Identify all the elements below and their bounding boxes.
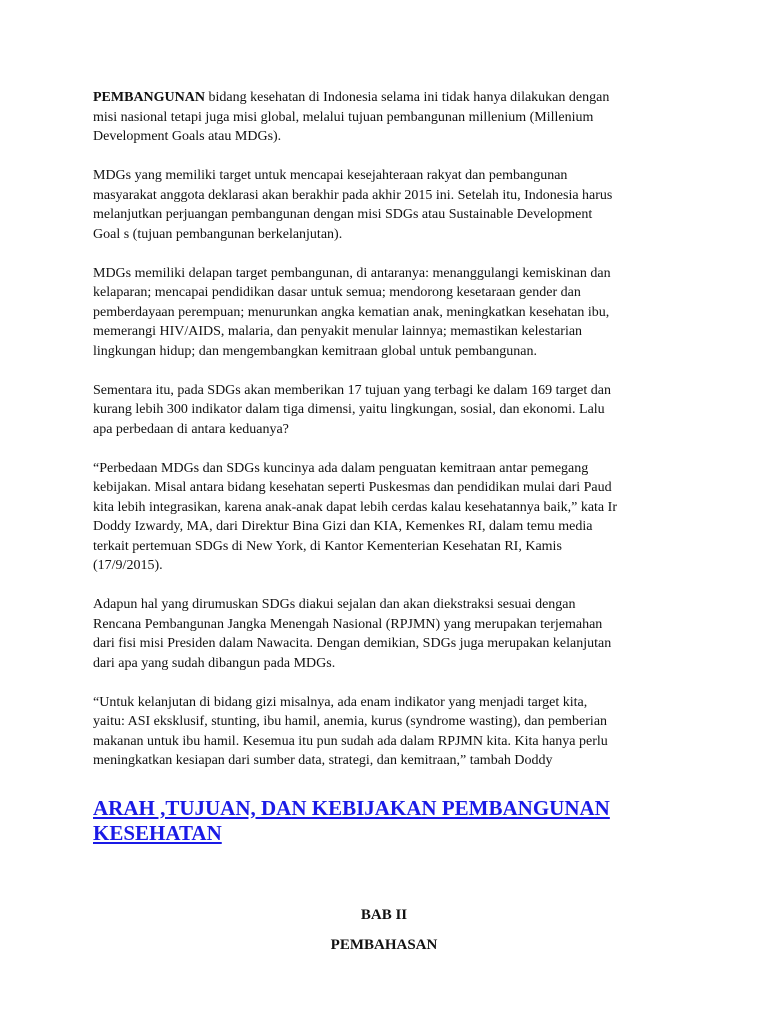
paragraph-quote-gizi: “Untuk kelanjutan di bidang gizi misalnya, ada enam indikator yang menjadi target kita, yaitu: ASI eksklusif, stunting, ibu hamil, anemia, kurus (syndrome wasting), dan pemberian makanan untuk ibu hamil. Kesemua itu pun sudah ada dalam RPJMN kita. Kita hanya perlu meningkatkan kesiapan dari sumber data, strategi, dan kemitraan,” tambah Doddy: [93, 694, 608, 768]
paragraph-intro: [93, 88, 693, 147]
paragraph-rpjmn: Adapun hal yang dirumuskan SDGs diakui sejalan dan akan diekstraksi sesuai dengan Rencana Pembangunan Jangka Menengah Nasional (RPJMN) yang merupakan terjemahan dari fisi misi Presiden dalam Nawacita. Dengan demikian, SDGs juga merupakan kelanjutan dari apa yang sudah dibangun pada MDGs.: [93, 597, 612, 671]
paragraph-sdgs: Sementara itu, pada SDGs akan memberikan 17 tujuan yang terbagi ke dalam 169 target dan kurang lebih 300 indikator dalam tiga dimensi, yaitu lingkungan, sosial, dan ekonomi. Lalu apa perbedaan di antara keduanya?: [93, 382, 611, 437]
paragraph-intro-text: bidang kesehatan di Indonesia selama ini tidak hanya dilakukan dengan misi nasional tetapi juga misi global, melalui tujuan pembangunan millenium (Millenium Development Goals atau MDGs).: [93, 90, 610, 144]
document-page: [93, 88, 693, 955]
paragraph-mdgs-target: MDGs yang memiliki target untuk mencapai kesejahteraan rakyat dan pembangunan masyarakat anggota deklarasi akan berakhir pada akhir 2015 ini. Setelah itu, Indonesia harus melanjutkan perjuangan pembangunan dengan misi SDGs atau Sustainable Development Goal s (tujuan pembangunan berkelanjutan).: [93, 168, 613, 242]
paragraph-mdgs-goals: MDGs memiliki delapan target pembangunan, di antaranya: menanggulangi kemiskinan dan kelaparan; mencapai pendidikan dasar untuk semua; mendorong kesetaraan gender dan pemberdayaan perempuan; menurunkan angka kematian anak, meningkatkan kesehatan ibu, memerangi HIV/AIDS, malaria, dan penyakit menular lainnya; memastikan kelestarian lingkungan hidup; dan mengembangkan kemitraan global untuk pembangunan.: [93, 265, 611, 359]
lead-word: PEMBANGUNAN: [93, 90, 205, 105]
chapter-title: PEMBAHASAN: [330, 936, 438, 953]
paragraph-quote-doddy: “Perbedaan MDGs dan SDGs kuncinya ada dalam penguatan kemitraan antar pemegang kebijakan. Misal antara bidang kesehatan seperti Puskesmas dan pendidikan mulai dari Paud kita lebih integrasikan, karena anak-anak dapat lebih cerdas kalau kesehatannya baik,” kata Ir Doddy Izwardy, MA, dari Direktur Bina Gizi dan KIA, Kemenkes RI, dalam temu media terkait pertemuan SDGs di New York, di Kantor Kementerian Kesehatan RI, Kamis (17/9/2015).: [93, 460, 617, 573]
chapter-number: BAB II: [360, 906, 408, 923]
section-heading-link[interactable]: ARAH ,TUJUAN, DAN KEBIJAKAN PEMBANGUNAN KESEHATAN: [93, 795, 610, 845]
